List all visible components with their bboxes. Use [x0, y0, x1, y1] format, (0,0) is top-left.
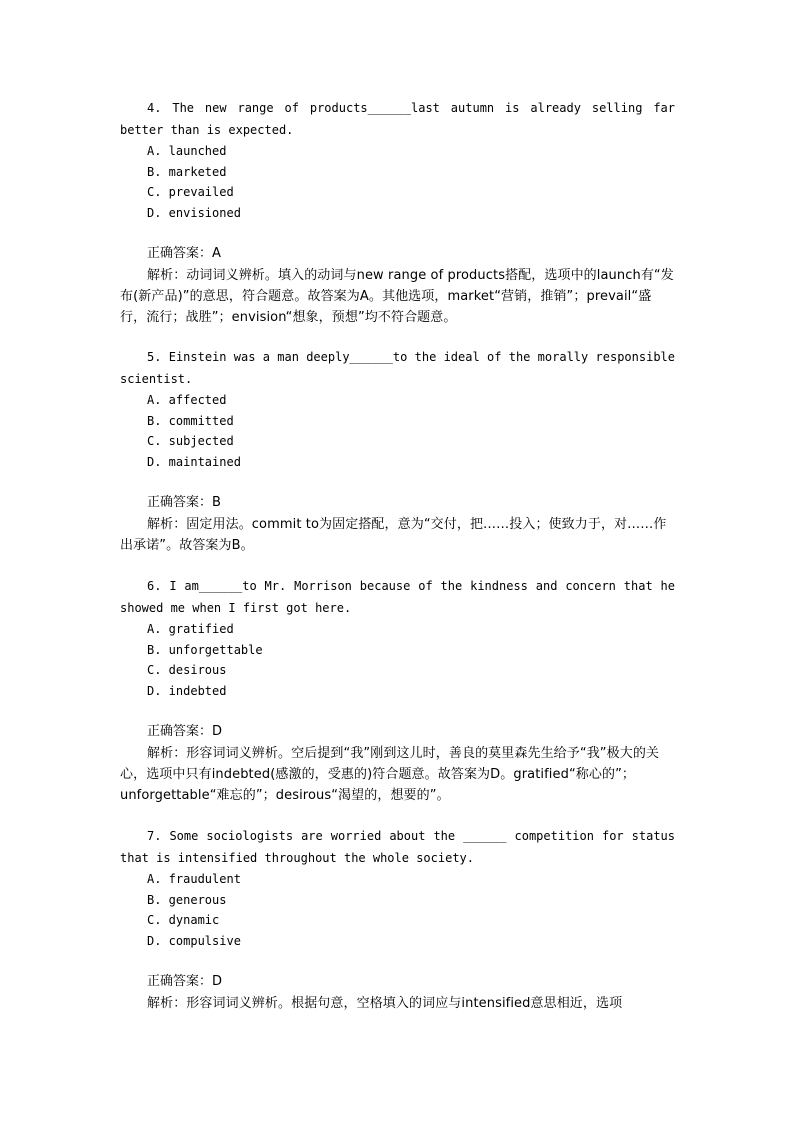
option-d: D. compulsive — [147, 933, 241, 948]
question-7 — [120, 825, 675, 1014]
option-d: D. indebted — [147, 683, 227, 698]
option-c: C. subjected — [147, 434, 234, 449]
answer-analysis: 解析：形容词词义辨析。根据句意，空格填入的词应与intensified意思相近，选项 — [147, 995, 623, 1011]
question-stem: 5. Einstein was a man deeply______to the ideal of the morally responsible scientist. — [120, 350, 675, 386]
option-d: D. envisioned — [147, 205, 241, 220]
option-a: A. launched — [147, 144, 227, 158]
correct-answer: 正确答案：D — [147, 724, 223, 740]
question-6 — [120, 575, 675, 806]
question-4 — [120, 97, 675, 328]
option-a: A. fraudulent — [147, 872, 241, 886]
question-stem: 4. The new range of products______last autumn is already selling far better than is expected. — [120, 101, 675, 137]
question-stem: 7. Some sociologists are worried about the ______ competition for status that is intensified throughout the whole society. — [120, 829, 675, 865]
answer-analysis: 解析：形容词词义辨析。空后提到“我”刚到这儿时，善良的莫里森先生给予“我”极大的关心，选项中只有indebted(感激的，受惠的)符合题意。故答案为D。gratified“称心的”；unforgettable“难忘的”；desirous“渴望的，想要的”。 — [120, 745, 660, 804]
option-d: D. maintained — [147, 454, 241, 469]
option-c: C. dynamic — [147, 913, 220, 928]
option-c: C. prevailed — [147, 185, 234, 200]
correct-answer: 正确答案：A — [147, 246, 221, 262]
correct-answer: 正确答案：B — [147, 495, 221, 511]
option-b: B. unforgettable — [147, 642, 263, 657]
question-5 — [120, 346, 675, 556]
option-a: A. gratified — [147, 622, 234, 636]
option-b: B. marketed — [147, 164, 227, 179]
option-b: B. committed — [147, 413, 234, 428]
option-b: B. generous — [147, 892, 227, 907]
option-c: C. desirous — [147, 663, 227, 678]
answer-analysis: 解析：动词词义辨析。填入的动词与new range of products搭配，选项中的launch有“发布(新产品)”的意思，符合题意。故答案为A。其他选项，market“营销，推销”；prevail“盛行，流行；战胜”；envision“想象，预想”均不符合题意。 — [120, 267, 674, 326]
option-a: A. affected — [147, 393, 227, 407]
answer-analysis: 解析：固定用法。commit to为固定搭配，意为“交付，把……投入；使致力于，对……作出承诺”。故答案为B。 — [120, 516, 667, 554]
question-stem: 6. I am______to Mr. Morrison because of the kindness and concern that he showed me when I first got here. — [120, 579, 675, 615]
correct-answer: 正确答案：D — [147, 974, 223, 990]
